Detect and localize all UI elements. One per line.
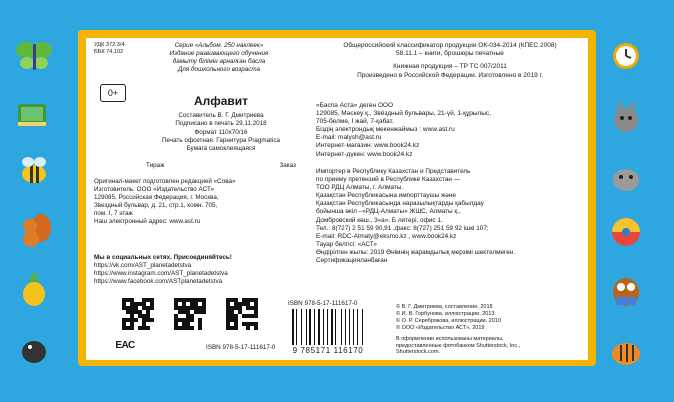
crow-icon: [14, 330, 54, 370]
eac-mark: ЕАС: [115, 340, 135, 351]
publisher-kz-info: «Баспа Аста» деген ООО 129085, Мәскеу қ., Звёздный бульвары, 21-үй, 1-құрылыс, 705-белме, I жай, 7-қабат. Біздің электрондық мекенжаймыз : www.ast.ru E-mail: malysh@ast.ru Интернет-магазин: www.book24.kz Интернет-дүкен: www.book24.kz: [316, 102, 492, 158]
tiger-icon: [606, 330, 646, 370]
qr-code-icon[interactable]: [174, 298, 206, 330]
barcode-icon: [292, 309, 366, 345]
book-icon: [12, 94, 52, 134]
facebook-link[interactable]: https://www.facebook.com/ASTplanetadetstva: [94, 278, 223, 286]
alarm-clock-icon: [606, 34, 646, 74]
qr-code-icon[interactable]: [226, 298, 258, 330]
cat-icon: [606, 96, 646, 136]
isbn-digits: 9 785171 116170: [292, 346, 364, 355]
instagram-link[interactable]: https://www.instagram.com/AST_planetadetstva: [94, 270, 228, 278]
imprint-details: Составитель В. Г. Дмитриева Подписано в печать 29.11.2018 Формат 110х70/16 Печать офсетная. Гарнитура Pragmatica Бумага самоклеящаяся: [162, 112, 280, 153]
bee-icon: [14, 150, 54, 190]
pineapple-icon: [14, 268, 54, 308]
social-links: Мы в социальных сетях. Присоединяйтесь! https://vk.com/AST_planetadetstva https://www.instagram.com/AST_planetadetstva https://www.facebook.com/ASTplanetadetstva: [94, 254, 294, 286]
squirrel-icon: [14, 210, 54, 250]
series-info: Серия «Альбом. 250 наклеек» Издание развивающего обучения дамыту білімін арналған басла Для дошкольного возраста: [169, 42, 269, 73]
udk-bbk: УДК 372.3/4 ББК 74.102: [94, 42, 125, 55]
owl-reader-icon: [606, 270, 646, 310]
imprint-page: [86, 38, 588, 360]
manufacturer-info: Оригинал-макет подготовлен редакцией «Сова» Изготовитель: ООО «Издательство АСТ» 129085, Российская Федерация, г. Москва, Звездный бульвар, д. 21, стр.1, комн. 705, пом. I, 7 этаж Наш электронный адрес: www.ast.ru: [94, 178, 236, 226]
isbn-barcode-block: ISBN 978-5-17-111617-0 9 785171 116170: [284, 300, 370, 356]
ball-icon: [606, 212, 646, 252]
qr-code-icon[interactable]: [122, 298, 154, 330]
age-rating-badge: 0+: [100, 84, 126, 102]
isbn-left: ISBN 978-5-17-111617-0: [206, 344, 276, 351]
product-classifier: Общероссийский классификатор продукции ОК-034-2014 (КПЕС 2008) 58.11.1 – книги, брошюры печатные Книжная продукция – ТР ТС 007/2011 Произведено в Российской Федерации. Изготовлено в 2019 г.: [343, 42, 557, 79]
book-title: Алфавит: [193, 94, 249, 108]
copyright-block: © В. Г. Дмитриева, составление, 2018 © И. В. Горбунова, иллюстрации, 2013 © О. Р. Серебрякова, иллюстрации, 2010 © ООО «Издательство АСТ», 2019 В оформлении использованы материалы, предоставленные фотобанком Shutterstock, Inc., Shutterstock.com.: [396, 304, 521, 356]
butterfly-icon: [14, 36, 54, 76]
importer-info: Импортер в Республику Казахстан и Представитель по приему претензий в Республике Казахстан — ТОО РДЦ Алматы, г. Алматы. Қазақстан Республикасына импорттаушы және Қазақстан Республикасында наразылықтарды қабылдау бойынша өкіл –«РДЦ-Алматы» ЖШС, Алматы қ., Домбровский көш., 3«а», Б литері, офис 1. Тел.: 8(727) 2 51 59 90,91 ,факс: 8(727) 251 59 92 ішкі 107; E-mail: RDC-Almaty@eksmo.kz , www.book24.kz Тауар белгісі: «АСТ» Өндірілген жылы: 2019 Өнімнің жарамдылық мерзімі шектелмеген. Сертификацияланбаған: [316, 168, 516, 265]
print-run: Тираж Заказ: [146, 162, 296, 169]
cat-kitten-icon: [606, 156, 646, 196]
vk-link[interactable]: https://vk.com/AST_planetadetstva: [94, 262, 192, 270]
